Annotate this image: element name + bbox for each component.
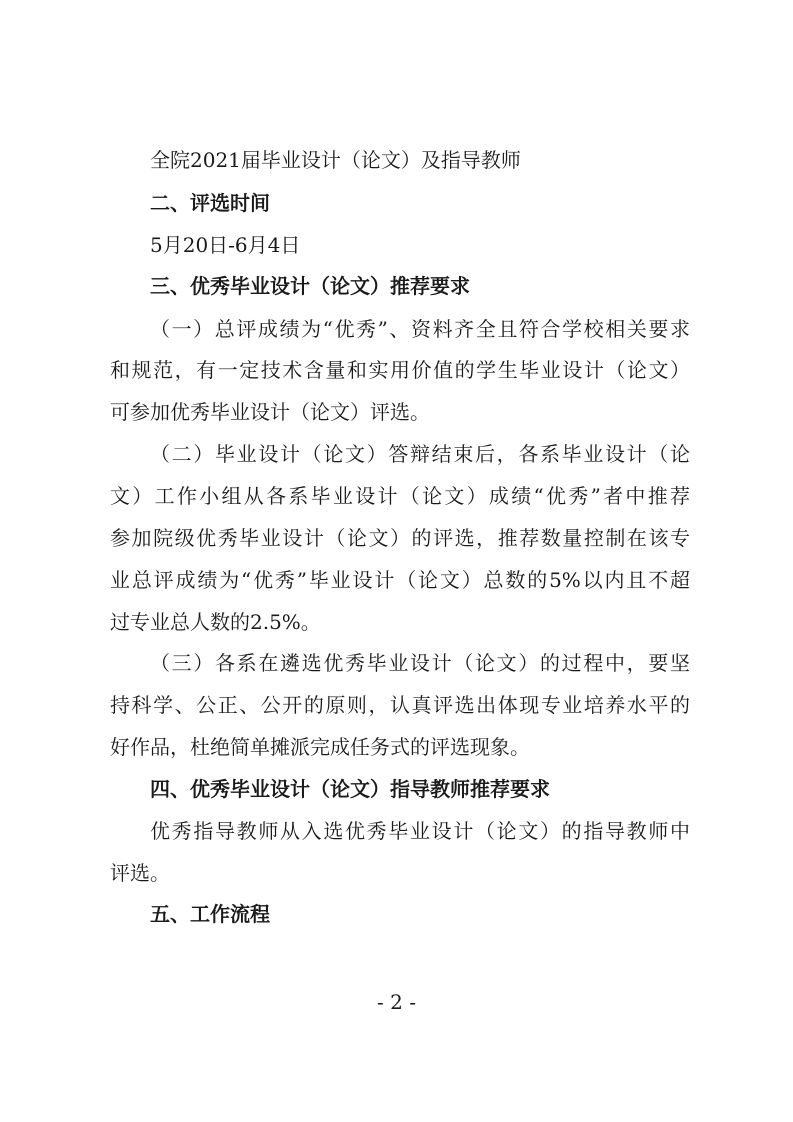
paragraph-line: 和规范，有一定技术含量和实用价值的学生毕业设计（论文） [110,358,690,382]
paragraph-line: （三）各系在遴选优秀毕业设计（论文）的过程中，要坚 [150,651,690,675]
page-number: - 2 - [377,990,416,1014]
paragraph-line: 好作品，杜绝简单摊派完成任务式的评选现象。 [110,735,530,759]
paragraph-line: 可参加优秀毕业设计（论文）评选。 [110,400,430,424]
paragraph-line: 文）工作小组从各系毕业设计（论文）成绩“优秀”者中推荐 [110,484,690,508]
paragraph-line: 过专业总人数的2.5%。 [110,610,321,634]
section-heading-evaluation-time: 二、评选时间 [150,191,270,215]
paragraph-line: 全院2021届毕业设计（论文）及指导教师 [150,148,521,172]
paragraph-line: 持科学、公正、公开的原则，认真评选出体现专业培养水平的 [110,693,690,717]
paragraph-line: 5月20日-6月4日 [150,233,301,257]
paragraph-line: 优秀指导教师从入选优秀毕业设计（论文）的指导教师中 [150,819,690,843]
section-heading-advisor-requirements: 四、优秀毕业设计（论文）指导教师推荐要求 [150,777,550,801]
paragraph-line: （二）毕业设计（论文）答辩结束后，各系毕业设计（论 [150,442,690,466]
section-heading-recommendation-requirements: 三、优秀毕业设计（论文）推荐要求 [150,274,470,298]
paragraph-line: （一）总评成绩为“优秀”、资料齐全且符合学校相关要求 [150,317,690,341]
paragraph-line: 参加院级优秀毕业设计（论文）的评选，推荐数量控制在该专 [110,526,690,550]
section-heading-workflow: 五、工作流程 [150,902,270,926]
paragraph-line: 业总评成绩为“优秀”毕业设计（论文）总数的5%以内且不超 [110,568,690,592]
paragraph-line: 评选。 [110,861,170,885]
